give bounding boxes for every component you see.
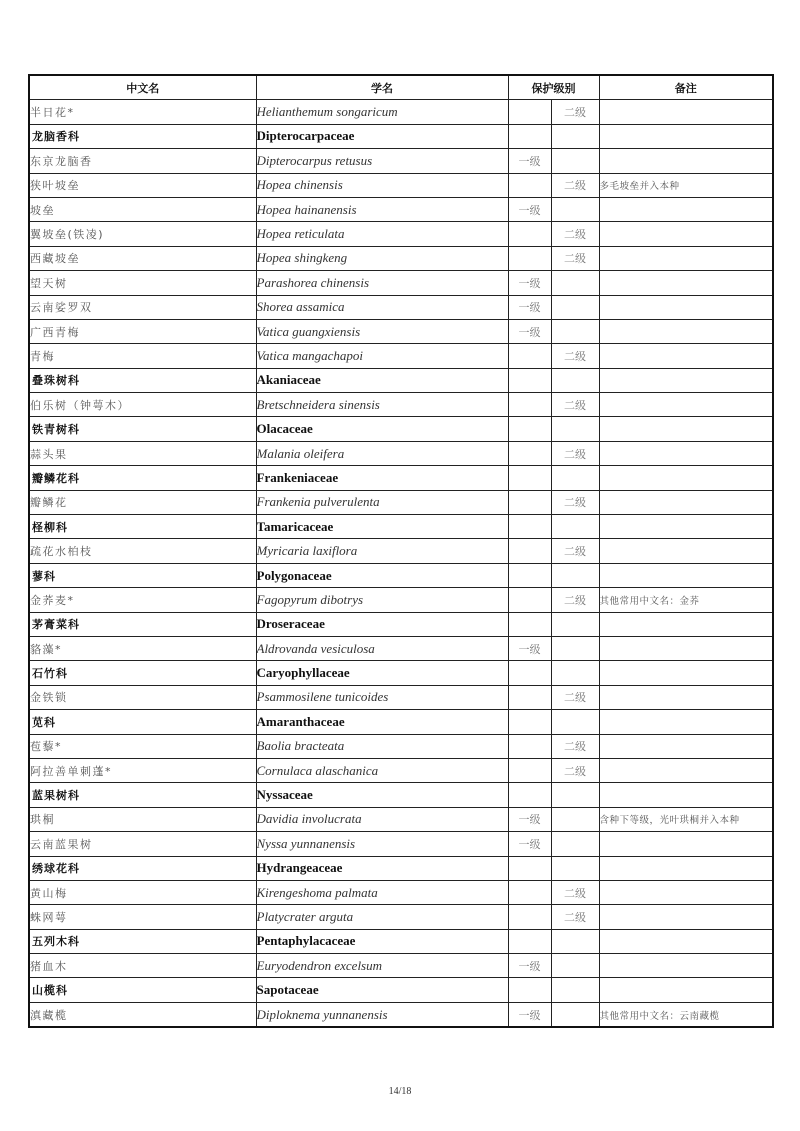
- remarks-cell: [599, 393, 773, 417]
- level-one-cell: [508, 490, 551, 514]
- level-one-cell: [508, 124, 551, 148]
- scientific-name-cell: Fagopyrum dibotrys: [256, 588, 508, 612]
- chinese-name-cell: 阿拉善单刺蓬*: [29, 758, 256, 782]
- level-one-cell: [508, 905, 551, 929]
- remarks-cell: [599, 734, 773, 758]
- scientific-name-cell: Parashorea chinensis: [256, 271, 508, 295]
- chinese-name-cell: 绣球花科: [29, 856, 256, 880]
- chinese-name-cell: 瓣鳞花: [29, 490, 256, 514]
- chinese-name-cell: 瓣鳞花科: [29, 466, 256, 490]
- remarks-cell: [599, 124, 773, 148]
- level-one-cell: [508, 710, 551, 734]
- species-row: [29, 636, 773, 660]
- level-two-cell: [551, 832, 599, 856]
- chinese-name-cell: 青梅: [29, 344, 256, 368]
- level-one-cell: [508, 758, 551, 782]
- scientific-name-cell: Pentaphylacaceae: [256, 929, 508, 953]
- remarks-cell: [599, 441, 773, 465]
- level-one-cell: [508, 685, 551, 709]
- level-two-cell: 二级: [551, 880, 599, 904]
- scientific-name-cell: Nyssaceae: [256, 783, 508, 807]
- remarks-cell: 其他常用中文名：云南藏榄: [599, 1002, 773, 1027]
- level-one-cell: 一级: [508, 271, 551, 295]
- level-two-cell: 二级: [551, 246, 599, 270]
- remarks-cell: [599, 685, 773, 709]
- remarks-cell: [599, 636, 773, 660]
- level-one-cell: [508, 100, 551, 124]
- scientific-name-cell: Davidia involucrata: [256, 807, 508, 831]
- level-two-cell: 二级: [551, 344, 599, 368]
- remarks-cell: [599, 100, 773, 124]
- chinese-name-cell: 云南娑罗双: [29, 295, 256, 319]
- level-two-cell: [551, 710, 599, 734]
- chinese-name-cell: 望天树: [29, 271, 256, 295]
- scientific-name-cell: Shorea assamica: [256, 295, 508, 319]
- scientific-name-cell: Hopea hainanensis: [256, 197, 508, 221]
- species-row: [29, 490, 773, 514]
- scientific-name-cell: Frankenia pulverulenta: [256, 490, 508, 514]
- header-scientific-name: 学名: [256, 75, 508, 100]
- level-two-cell: 二级: [551, 222, 599, 246]
- protected-plants-table: [28, 74, 774, 1028]
- level-one-cell: [508, 734, 551, 758]
- family-row: [29, 612, 773, 636]
- scientific-name-cell: Hydrangeaceae: [256, 856, 508, 880]
- species-row: [29, 807, 773, 831]
- level-one-cell: 一级: [508, 636, 551, 660]
- remarks-cell: [599, 856, 773, 880]
- scientific-name-cell: Nyssa yunnanensis: [256, 832, 508, 856]
- scientific-name-cell: Aldrovanda vesiculosa: [256, 636, 508, 660]
- chinese-name-cell: 柽柳科: [29, 515, 256, 539]
- family-row: [29, 368, 773, 392]
- level-two-cell: 二级: [551, 539, 599, 563]
- level-two-cell: 二级: [551, 905, 599, 929]
- species-row: [29, 758, 773, 782]
- remarks-cell: [599, 515, 773, 539]
- remarks-cell: [599, 417, 773, 441]
- scientific-name-cell: Vatica mangachapoi: [256, 344, 508, 368]
- scientific-name-cell: Tamaricaceae: [256, 515, 508, 539]
- level-two-cell: 二级: [551, 685, 599, 709]
- chinese-name-cell: 广西青梅: [29, 319, 256, 343]
- chinese-name-cell: 黄山梅: [29, 880, 256, 904]
- level-two-cell: [551, 124, 599, 148]
- chinese-name-cell: 珙桐: [29, 807, 256, 831]
- remarks-cell: [599, 271, 773, 295]
- chinese-name-cell: 蓼科: [29, 563, 256, 587]
- chinese-name-cell: 蛛网萼: [29, 905, 256, 929]
- species-row: [29, 954, 773, 978]
- remarks-cell: [599, 368, 773, 392]
- level-one-cell: [508, 978, 551, 1002]
- scientific-name-cell: Hopea shingkeng: [256, 246, 508, 270]
- species-row: [29, 832, 773, 856]
- level-two-cell: [551, 149, 599, 173]
- remarks-cell: [599, 344, 773, 368]
- family-row: [29, 466, 773, 490]
- chinese-name-cell: 龙脑香科: [29, 124, 256, 148]
- remarks-cell: 其他常用中文名：金荞: [599, 588, 773, 612]
- level-one-cell: 一级: [508, 832, 551, 856]
- level-one-cell: [508, 539, 551, 563]
- level-two-cell: [551, 368, 599, 392]
- chinese-name-cell: 苞藜*: [29, 734, 256, 758]
- species-row: [29, 1002, 773, 1027]
- chinese-name-cell: 金铁锁: [29, 685, 256, 709]
- level-one-cell: [508, 880, 551, 904]
- remarks-cell: [599, 880, 773, 904]
- remarks-cell: 含种下等级，光叶珙桐并入本种: [599, 807, 773, 831]
- chinese-name-cell: 五列木科: [29, 929, 256, 953]
- level-one-cell: [508, 441, 551, 465]
- level-two-cell: [551, 783, 599, 807]
- scientific-name-cell: Baolia bracteata: [256, 734, 508, 758]
- level-one-cell: [508, 612, 551, 636]
- remarks-cell: [599, 710, 773, 734]
- family-row: [29, 515, 773, 539]
- scientific-name-cell: Dipterocarpus retusus: [256, 149, 508, 173]
- level-one-cell: 一级: [508, 807, 551, 831]
- scientific-name-cell: Sapotaceae: [256, 978, 508, 1002]
- chinese-name-cell: 蓝果树科: [29, 783, 256, 807]
- level-one-cell: [508, 929, 551, 953]
- chinese-name-cell: 伯乐树（钟萼木）: [29, 393, 256, 417]
- species-row: [29, 222, 773, 246]
- species-row: [29, 539, 773, 563]
- remarks-cell: [599, 466, 773, 490]
- remarks-cell: [599, 490, 773, 514]
- level-two-cell: [551, 515, 599, 539]
- chinese-name-cell: 西藏坡垒: [29, 246, 256, 270]
- scientific-name-cell: Frankeniaceae: [256, 466, 508, 490]
- chinese-name-cell: 茅膏菜科: [29, 612, 256, 636]
- level-two-cell: [551, 295, 599, 319]
- level-one-cell: 一级: [508, 1002, 551, 1027]
- species-row: [29, 173, 773, 197]
- remarks-cell: [599, 149, 773, 173]
- species-row: [29, 588, 773, 612]
- species-row: [29, 905, 773, 929]
- header-chinese-name: 中文名: [29, 75, 256, 100]
- family-row: [29, 856, 773, 880]
- species-row: [29, 149, 773, 173]
- chinese-name-cell: 蒜头果: [29, 441, 256, 465]
- family-row: [29, 783, 773, 807]
- header-protection-level: 保护级别: [508, 75, 599, 100]
- remarks-cell: [599, 222, 773, 246]
- chinese-name-cell: 翼坡垒(铁凌): [29, 222, 256, 246]
- chinese-name-cell: 叠珠树科: [29, 368, 256, 392]
- level-one-cell: 一级: [508, 954, 551, 978]
- family-row: [29, 978, 773, 1002]
- family-row: [29, 661, 773, 685]
- level-two-cell: 二级: [551, 100, 599, 124]
- level-one-cell: 一级: [508, 149, 551, 173]
- chinese-name-cell: 坡垒: [29, 197, 256, 221]
- scientific-name-cell: Olacaceae: [256, 417, 508, 441]
- level-one-cell: [508, 368, 551, 392]
- scientific-name-cell: Platycrater arguta: [256, 905, 508, 929]
- level-one-cell: 一级: [508, 319, 551, 343]
- scientific-name-cell: Akaniaceae: [256, 368, 508, 392]
- chinese-name-cell: 狭叶坡垒: [29, 173, 256, 197]
- species-row: [29, 441, 773, 465]
- chinese-name-cell: 山榄科: [29, 978, 256, 1002]
- level-one-cell: [508, 222, 551, 246]
- level-two-cell: 二级: [551, 490, 599, 514]
- species-row: [29, 246, 773, 270]
- level-two-cell: 二级: [551, 588, 599, 612]
- remarks-cell: [599, 319, 773, 343]
- level-two-cell: 二级: [551, 758, 599, 782]
- scientific-name-cell: Polygonaceae: [256, 563, 508, 587]
- chinese-name-cell: 猪血木: [29, 954, 256, 978]
- species-row: [29, 344, 773, 368]
- chinese-name-cell: 金荞麦*: [29, 588, 256, 612]
- scientific-name-cell: Euryodendron excelsum: [256, 954, 508, 978]
- species-row: [29, 880, 773, 904]
- level-two-cell: [551, 978, 599, 1002]
- scientific-name-cell: Cornulaca alaschanica: [256, 758, 508, 782]
- level-one-cell: [508, 783, 551, 807]
- level-two-cell: [551, 954, 599, 978]
- level-two-cell: [551, 197, 599, 221]
- level-two-cell: [551, 856, 599, 880]
- remarks-cell: [599, 758, 773, 782]
- level-two-cell: [551, 612, 599, 636]
- table-body: [29, 100, 773, 1027]
- header-remarks: 备注: [599, 75, 773, 100]
- scientific-name-cell: Myricaria laxiflora: [256, 539, 508, 563]
- level-one-cell: [508, 563, 551, 587]
- level-two-cell: [551, 271, 599, 295]
- remarks-cell: [599, 954, 773, 978]
- scientific-name-cell: Dipterocarpaceae: [256, 124, 508, 148]
- remarks-cell: [599, 295, 773, 319]
- scientific-name-cell: Bretschneidera sinensis: [256, 393, 508, 417]
- page-number: 14/18: [388, 1086, 412, 1097]
- chinese-name-cell: 半日花*: [29, 100, 256, 124]
- family-row: [29, 563, 773, 587]
- scientific-name-cell: Diploknema yunnanensis: [256, 1002, 508, 1027]
- chinese-name-cell: 苋科: [29, 710, 256, 734]
- chinese-name-cell: 滇藏榄: [29, 1002, 256, 1027]
- scientific-name-cell: Hopea reticulata: [256, 222, 508, 246]
- level-two-cell: [551, 563, 599, 587]
- chinese-name-cell: 铁青树科: [29, 417, 256, 441]
- level-one-cell: [508, 173, 551, 197]
- remarks-cell: [599, 905, 773, 929]
- species-row: [29, 393, 773, 417]
- level-two-cell: 二级: [551, 173, 599, 197]
- chinese-name-cell: 云南蓝果树: [29, 832, 256, 856]
- species-row: [29, 295, 773, 319]
- family-row: [29, 929, 773, 953]
- level-two-cell: [551, 1002, 599, 1027]
- level-one-cell: [508, 466, 551, 490]
- level-two-cell: [551, 929, 599, 953]
- level-one-cell: [508, 856, 551, 880]
- table-header-row: [29, 75, 773, 100]
- remarks-cell: [599, 539, 773, 563]
- remarks-cell: [599, 929, 773, 953]
- scientific-name-cell: Hopea chinensis: [256, 173, 508, 197]
- level-two-cell: [551, 466, 599, 490]
- scientific-name-cell: Amaranthaceae: [256, 710, 508, 734]
- level-two-cell: [551, 319, 599, 343]
- species-row: [29, 319, 773, 343]
- level-one-cell: 一级: [508, 197, 551, 221]
- species-row: [29, 734, 773, 758]
- scientific-name-cell: Droseraceae: [256, 612, 508, 636]
- level-two-cell: [551, 636, 599, 660]
- scientific-name-cell: Malania oleifera: [256, 441, 508, 465]
- level-one-cell: [508, 246, 551, 270]
- family-row: [29, 710, 773, 734]
- remarks-cell: [599, 661, 773, 685]
- chinese-name-cell: 东京龙脑香: [29, 149, 256, 173]
- level-one-cell: [508, 588, 551, 612]
- species-row: [29, 271, 773, 295]
- level-two-cell: 二级: [551, 734, 599, 758]
- scientific-name-cell: Psammosilene tunicoides: [256, 685, 508, 709]
- chinese-name-cell: 石竹科: [29, 661, 256, 685]
- remarks-cell: [599, 246, 773, 270]
- scientific-name-cell: Vatica guangxiensis: [256, 319, 508, 343]
- scientific-name-cell: Helianthemum songaricum: [256, 100, 508, 124]
- family-row: [29, 124, 773, 148]
- level-one-cell: [508, 515, 551, 539]
- level-two-cell: 二级: [551, 441, 599, 465]
- level-one-cell: [508, 417, 551, 441]
- level-two-cell: [551, 807, 599, 831]
- remarks-cell: [599, 563, 773, 587]
- level-one-cell: 一级: [508, 295, 551, 319]
- level-one-cell: [508, 661, 551, 685]
- scientific-name-cell: Caryophyllaceae: [256, 661, 508, 685]
- level-one-cell: [508, 393, 551, 417]
- remarks-cell: [599, 978, 773, 1002]
- remarks-cell: [599, 197, 773, 221]
- remarks-cell: [599, 783, 773, 807]
- species-row: [29, 100, 773, 124]
- remarks-cell: [599, 612, 773, 636]
- level-two-cell: 二级: [551, 393, 599, 417]
- remarks-cell: 多毛坡垒并入本种: [599, 173, 773, 197]
- chinese-name-cell: 疏花水柏枝: [29, 539, 256, 563]
- chinese-name-cell: 貉藻*: [29, 636, 256, 660]
- level-one-cell: [508, 344, 551, 368]
- scientific-name-cell: Kirengeshoma palmata: [256, 880, 508, 904]
- species-row: [29, 685, 773, 709]
- remarks-cell: [599, 832, 773, 856]
- family-row: [29, 417, 773, 441]
- species-row: [29, 197, 773, 221]
- level-two-cell: [551, 417, 599, 441]
- level-two-cell: [551, 661, 599, 685]
